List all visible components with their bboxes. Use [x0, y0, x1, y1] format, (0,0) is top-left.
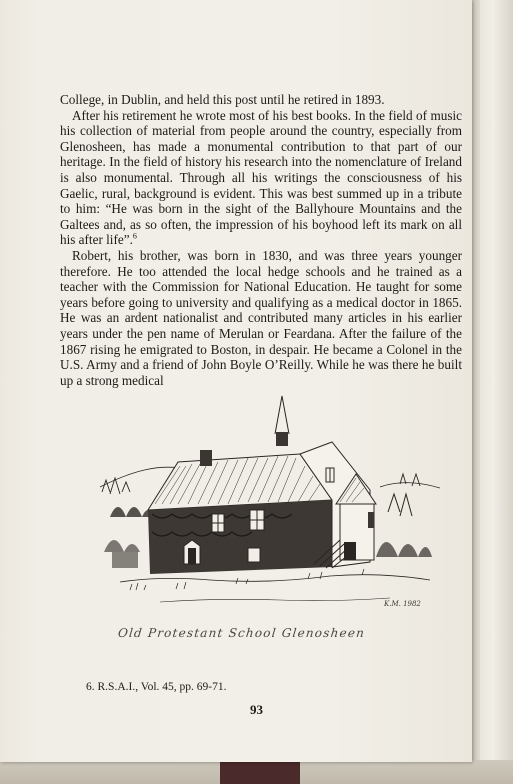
body-text [60, 92, 462, 388]
paragraph: Robert, his brother, was born in 1830, and was three years younger therefore. He too attended the local hedge schools and he trained as a teacher with the Commission for National Education. He taught for some years before going to university and qualifying as a medical doctor in 1865. He was an ardent nationalist and contributed many articles in his earlier years under the pen name of Merulan or Feardana. After the failure of the 1867 rising he emigrated to Boston, in despair. He became a Colonel in the U.S. Army and a friend of John Boyle O’Reilly. While he was there he built up a strong medical [60, 247, 462, 388]
artist-signature: K.M. 1982 [384, 600, 421, 608]
footnote-ref: 6 [132, 231, 137, 241]
footnote: 6. R.S.A.I., Vol. 45, pp. 69-71. [86, 681, 227, 693]
binding-strip [220, 762, 300, 784]
paragraph: After his retirement he wrote most of his best books. In the field of music his collection of material from people around the country, especially from Glenosheen, has made a monumental contribution to that part of our heritage. In the field of history his research into the nomenclature of Ireland is also monumental. Through all his writings the consciousness of his Gaelic, rural, background is evident. This was best summed up in a tribute to him: “He was born in the sight of the Ballyhoure Mountains and the Galtees and, as so often, the impression of his boyhood left its mark on all his after life”.$^6$ [60, 107, 462, 248]
illustration-caption: Old Protestant School Glenosheen [117, 626, 366, 640]
school-illustration [100, 392, 440, 620]
book-cover-edge [480, 0, 513, 784]
paragraph: College, in Dublin, and held this post until he retired in 1893. [60, 92, 385, 107]
page-number: 93 [250, 702, 263, 717]
